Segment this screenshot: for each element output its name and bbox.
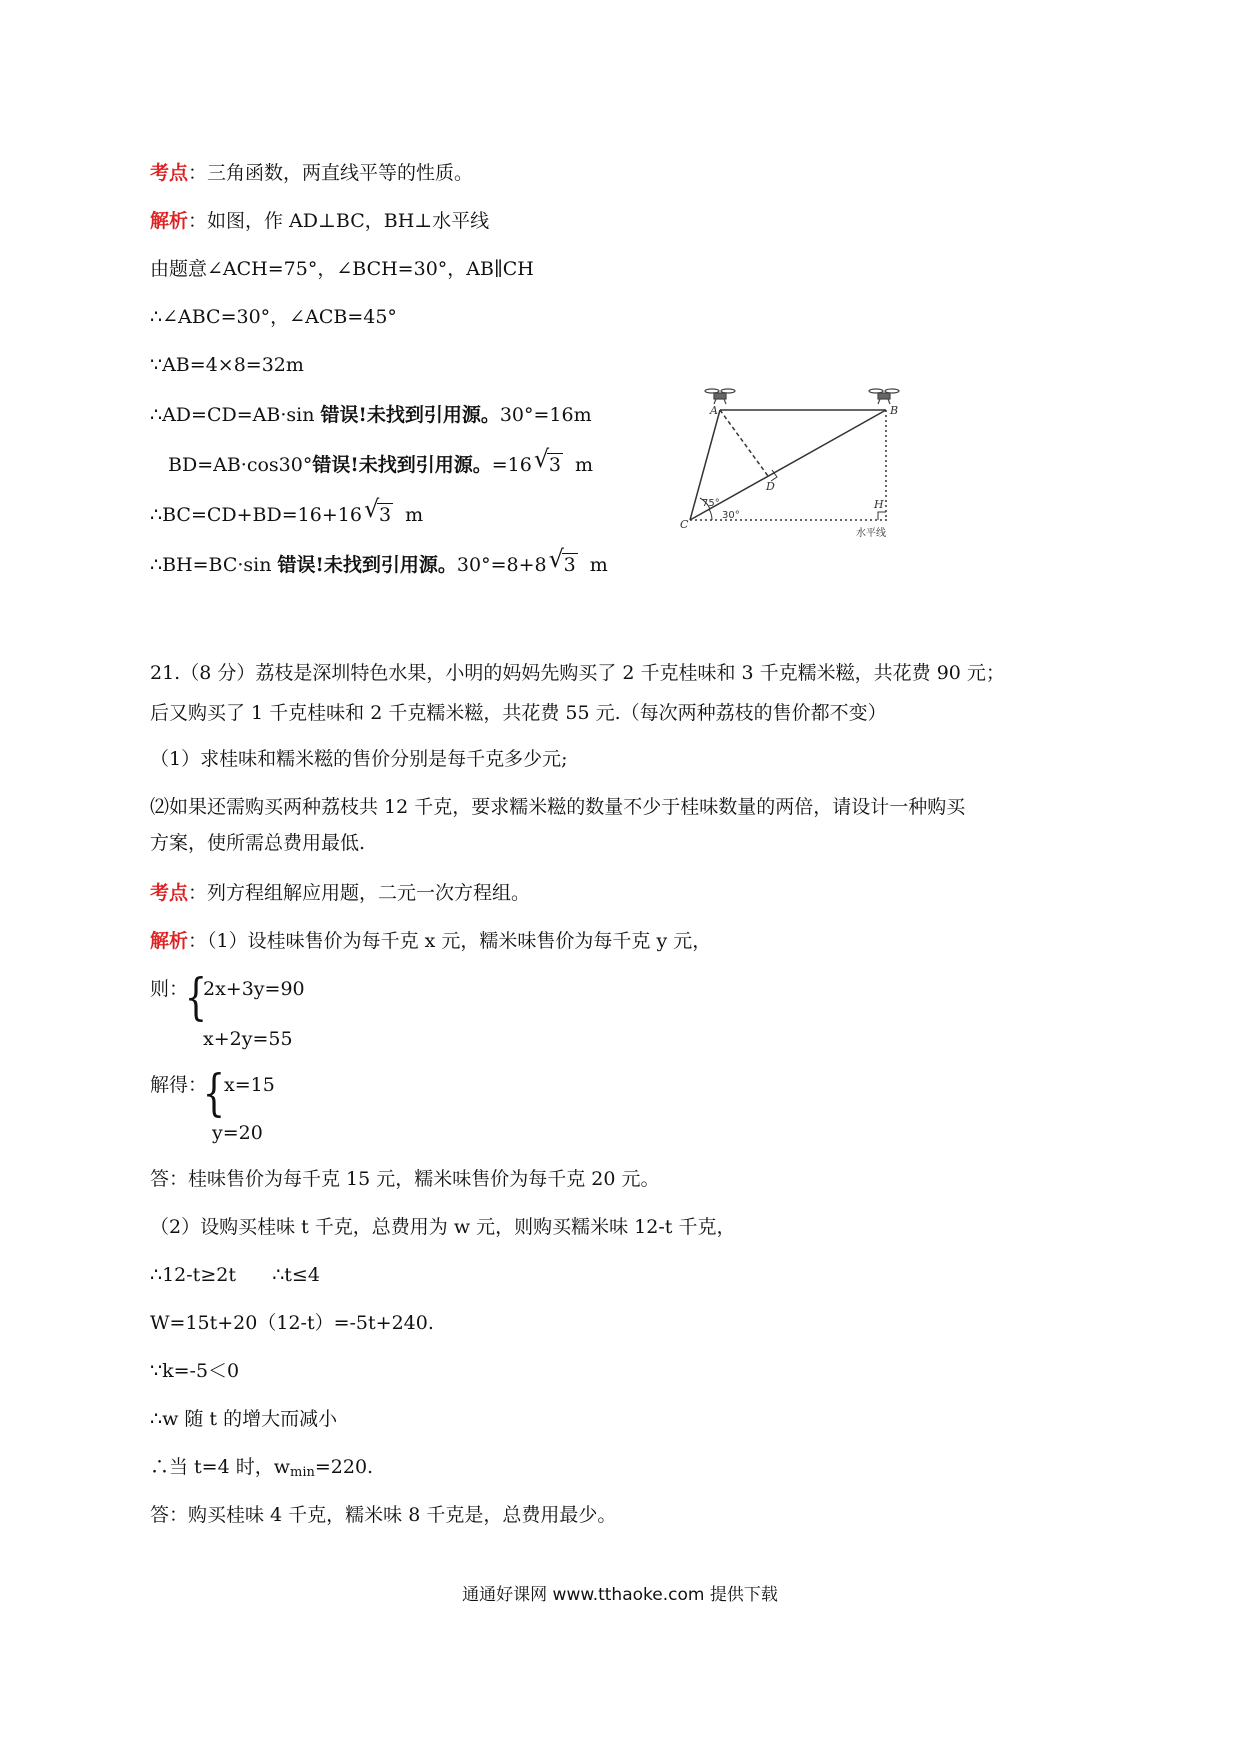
- unit: m: [405, 504, 424, 526]
- q21-line-1: 21.（8 分）荔枝是深圳特色水果，小明的妈妈先购买了 2 千克桂味和 3 千克糯米糍，共花费 90 元；: [150, 662, 1005, 684]
- solution-line-4: ∴∠ABC=30°，∠ACB=45°: [150, 306, 397, 328]
- decrease-statement: ∴w 随 t 的增大而减小: [150, 1408, 338, 1430]
- l6-b: 30°=16m: [499, 404, 592, 426]
- right-angle-h: [878, 512, 886, 520]
- kaodian-label: 考点: [150, 162, 189, 184]
- kaodian-line-1: [150, 160, 473, 186]
- solution-line-5: ∵AB=4×8=32m: [150, 354, 304, 376]
- q21-part-2-line-2: 方案，使所需总费用最低.: [150, 832, 366, 854]
- jiexi-line-1: [150, 208, 489, 234]
- solution-line-8: [150, 495, 424, 528]
- unit: m: [589, 554, 608, 576]
- brace-icon: {: [202, 1064, 226, 1122]
- q21-part-2-line-1: ⑵如果还需购买两种荔枝共 12 千克，要求糯米糍的数量不少于桂味数量的两倍，请设计一种购买: [150, 796, 966, 818]
- answer-1: 答：桂味售价为每千克 15 元，糯米味售价为每千克 20 元。: [150, 1168, 660, 1190]
- sqrt-arg: 3: [563, 554, 576, 576]
- q21-line-2: 后又购买了 1 千克桂味和 2 千克糯米糍，共花费 55 元.（每次两种荔枝的售价都不变）: [150, 702, 887, 724]
- cost-equation: W=15t+20（12-t）=-5t+240.: [150, 1312, 434, 1334]
- l9-b: 30°=8+8: [456, 554, 547, 576]
- l8-a: ∴BC=CD+BD=16+16: [150, 504, 362, 526]
- answer-2: 答：购买桂味 4 千克，糯米味 8 千克是，总费用最少。: [150, 1504, 617, 1526]
- l7-b: =16: [491, 454, 532, 476]
- error-text: 错误!未找到引用源。: [312, 454, 492, 476]
- kaodian-line-2: [150, 880, 530, 906]
- label-angle-75: 75°: [702, 498, 720, 509]
- jiexi-label: 解析: [150, 930, 189, 952]
- error-text: 错误!未找到引用源。: [320, 404, 500, 426]
- min-a: ∴当 t=4 时，w: [150, 1456, 290, 1478]
- solution-line-7: [168, 445, 594, 478]
- kaodian-text: ：列方程组解应用题，二元一次方程组。: [188, 882, 531, 904]
- ze-label: 则：: [150, 978, 189, 1000]
- drone-icon: [869, 389, 899, 404]
- min-subscript: min: [290, 1465, 315, 1480]
- solution-line-3: 由题意∠ACH=75°，∠BCH=30°，AB∥CH: [150, 258, 534, 280]
- kaodian-text: ：三角函数，两直线平等的性质。: [188, 162, 474, 184]
- sqrt-arg: 3: [548, 454, 561, 476]
- jiexi-text: ：（1）设桂味售价为每千克 x 元，糯米味售价为每千克 y 元，: [188, 930, 712, 952]
- l9-a: ∴BH=BC·sin: [150, 554, 278, 576]
- label-a: A: [710, 404, 718, 417]
- sqrt-symbol: √ 3: [548, 545, 576, 576]
- sqrt-symbol: √ 3: [533, 445, 561, 476]
- label-h: H: [874, 498, 884, 511]
- solution-line-9: [150, 545, 608, 578]
- label-d: D: [766, 480, 775, 493]
- kaodian-label: 考点: [150, 882, 189, 904]
- brace-icon: {: [184, 968, 208, 1026]
- k-value: ∵k=-5＜0: [150, 1360, 240, 1382]
- equation-2: x+2y=55: [203, 1028, 293, 1050]
- jiexi-text: ：如图，作 AD⊥BC，BH⊥水平线: [188, 210, 490, 232]
- solution-y: y=20: [212, 1122, 263, 1144]
- footer: 通通好课网 www.tthaoke.com 提供下载: [462, 1585, 778, 1605]
- q21-part-1: （1）求桂味和糯米糍的售价分别是每千克多少元;: [150, 748, 568, 770]
- equation-1: 2x+3y=90: [203, 978, 305, 1000]
- error-text: 错误!未找到引用源。: [277, 554, 457, 576]
- label-horizontal: 水平线: [856, 528, 886, 539]
- part2-setup: （2）设购买桂味 t 千克，总费用为 w 元，则购买糯米味 12-t 千克，: [150, 1216, 736, 1238]
- inequality: ∴12-t≥2t ∴t≤4: [150, 1264, 320, 1286]
- label-b: B: [890, 404, 899, 417]
- jiede-label: 解得：: [150, 1074, 208, 1096]
- l7-a: BD=AB·cos30°: [168, 454, 313, 476]
- sqrt-symbol: √ 3: [363, 495, 392, 526]
- label-c: C: [680, 518, 689, 531]
- segment-ad: [720, 410, 768, 476]
- drone-icon: [705, 389, 735, 404]
- solution-x: x=15: [224, 1074, 275, 1096]
- solution-line-6: [150, 402, 592, 428]
- geometry-figure: [680, 378, 910, 543]
- jiexi-label: 解析: [150, 210, 189, 232]
- jiexi-line-2: [150, 928, 711, 954]
- sqrt-arg: 3: [378, 504, 392, 526]
- label-angle-30: 30°: [722, 510, 740, 521]
- angle-arc-30: [709, 509, 712, 520]
- min-b: =220.: [314, 1456, 374, 1478]
- minimum-value: [150, 1454, 373, 1486]
- l6-a: ∴AD=CD=AB·sin: [150, 404, 321, 426]
- unit: m: [575, 454, 594, 476]
